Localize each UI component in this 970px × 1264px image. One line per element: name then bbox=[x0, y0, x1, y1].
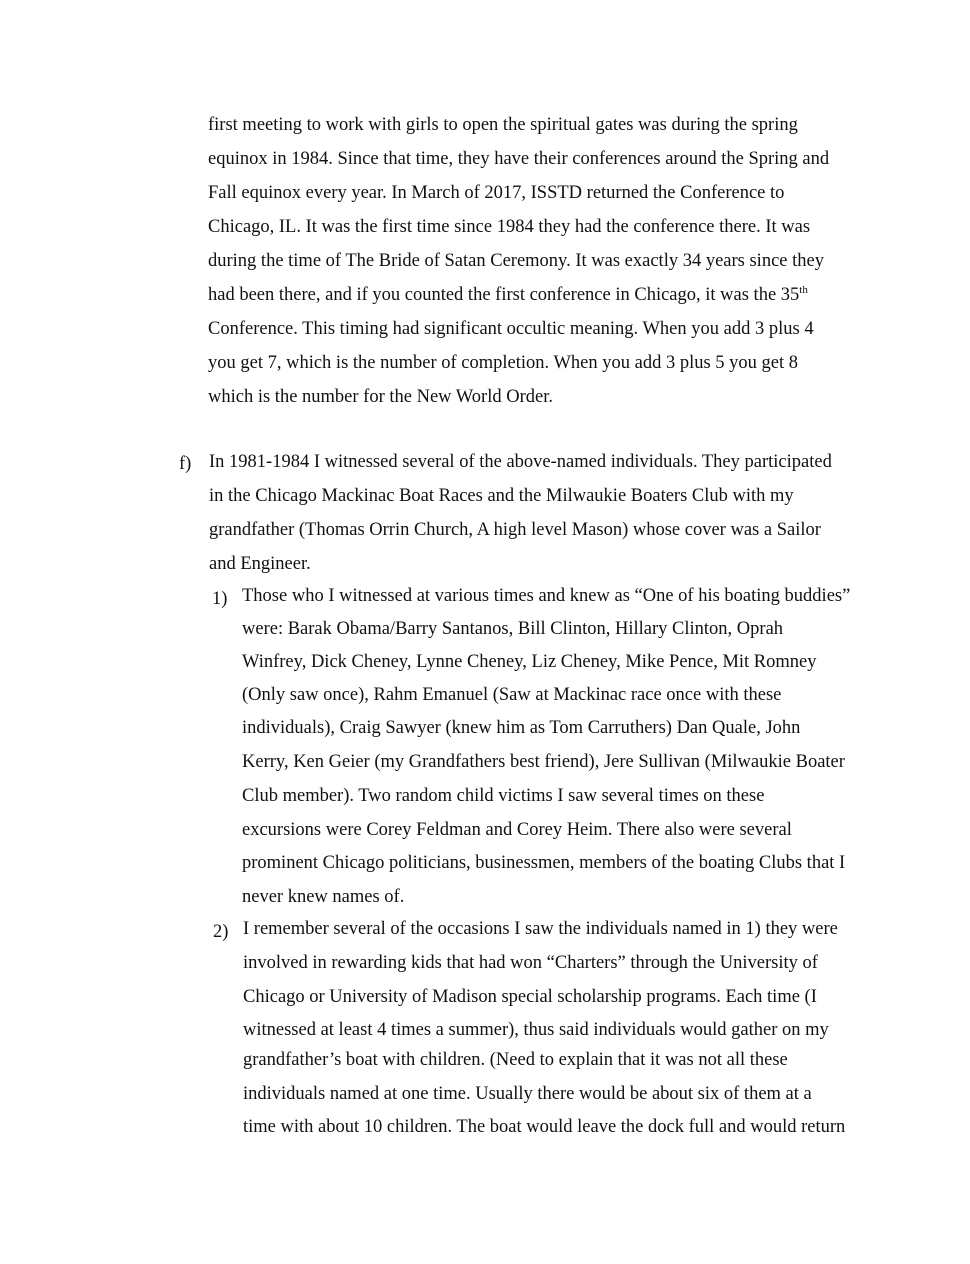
sub-item-1-line-10: never knew names of. bbox=[242, 887, 405, 907]
item-f-line-2: in the Chicago Mackinac Boat Races and the Milwaukie Boaters Club with my bbox=[209, 486, 794, 506]
item-f-marker: f) bbox=[179, 454, 192, 474]
item-f-line-3: grandfather (Thomas Orrin Church, A high level Mason) whose cover was a Sailor bbox=[209, 520, 821, 540]
intro-line-9: which is the number for the New World Order. bbox=[208, 387, 553, 407]
intro-line-4: Chicago, IL. It was the first time since 1984 they had the conference there. It was bbox=[208, 217, 811, 237]
sub-item-1-line-8: excursions were Corey Feldman and Corey Heim. There also were several bbox=[242, 820, 792, 840]
sub-item-2-line-2: involved in rewarding kids that had won “Charters” through the University of bbox=[243, 953, 818, 973]
intro-line-7: Conference. This timing had significant occultic meaning. When you add 3 plus 4 bbox=[208, 319, 814, 339]
intro-line-6-text: had been there, and if you counted the first conference in Chicago, it was the 35 bbox=[208, 285, 800, 305]
sub-item-2-line-1: I remember several of the occasions I saw the individuals named in 1) they were bbox=[243, 919, 838, 939]
intro-line-8: you get 7, which is the number of completion. When you add 3 plus 5 you get 8 bbox=[208, 353, 799, 373]
intro-line-3: Fall equinox every year. In March of 2017, ISSTD returned the Conference to bbox=[208, 183, 785, 203]
sub-item-1-marker: 1) bbox=[212, 589, 228, 609]
intro-line-6 bbox=[208, 283, 808, 307]
intro-superscript: th bbox=[799, 284, 808, 296]
sub-item-1-line-7: Club member). Two random child victims I saw several times on these bbox=[242, 786, 765, 806]
intro-line-2: equinox in 1984. Since that time, they have their conferences around the Spring and bbox=[208, 149, 830, 169]
sub-item-1-line-2: were: Barak Obama/Barry Santanos, Bill Clinton, Hillary Clinton, Oprah bbox=[242, 619, 784, 639]
intro-line-5: during the time of The Bride of Satan Ceremony. It was exactly 34 years since they bbox=[208, 251, 824, 271]
sub-item-1-line-4: (Only saw once), Rahm Emanuel (Saw at Mackinac race once with these bbox=[242, 685, 782, 705]
sub-item-2-line-3: Chicago or University of Madison special scholarship programs. Each time (I bbox=[243, 987, 817, 1007]
sub-item-2-line-4: witnessed at least 4 times a summer), thus said individuals would gather on my bbox=[243, 1020, 829, 1040]
intro-line-1: first meeting to work with girls to open the spiritual gates was during the spring bbox=[208, 115, 798, 135]
sub-item-1-line-3: Winfrey, Dick Cheney, Lynne Cheney, Liz Cheney, Mike Pence, Mit Romney bbox=[242, 652, 817, 672]
item-f-line-4: and Engineer. bbox=[209, 554, 311, 574]
sub-item-2-marker: 2) bbox=[213, 922, 229, 942]
sub-item-1-line-9: prominent Chicago politicians, businessmen, members of the boating Clubs that I bbox=[242, 853, 846, 873]
sub-item-2-line-7: time with about 10 children. The boat would leave the dock full and would return bbox=[243, 1117, 846, 1137]
sub-item-1-line-1: Those who I witnessed at various times and knew as “One of his boating buddies” bbox=[242, 586, 851, 606]
sub-item-1-line-5: individuals), Craig Sawyer (knew him as Tom Carruthers) Dan Quale, John bbox=[242, 718, 801, 738]
item-f-line-1: In 1981-1984 I witnessed several of the above-named individuals. They participated bbox=[209, 452, 832, 472]
sub-item-1-line-6: Kerry, Ken Geier (my Grandfathers best friend), Jere Sullivan (Milwaukie Boater bbox=[242, 752, 845, 772]
sub-item-2-line-5: grandfather’s boat with children. (Need to explain that it was not all these bbox=[243, 1050, 788, 1070]
sub-item-2-line-6: individuals named at one time. Usually there would be about six of them at a bbox=[243, 1084, 812, 1104]
